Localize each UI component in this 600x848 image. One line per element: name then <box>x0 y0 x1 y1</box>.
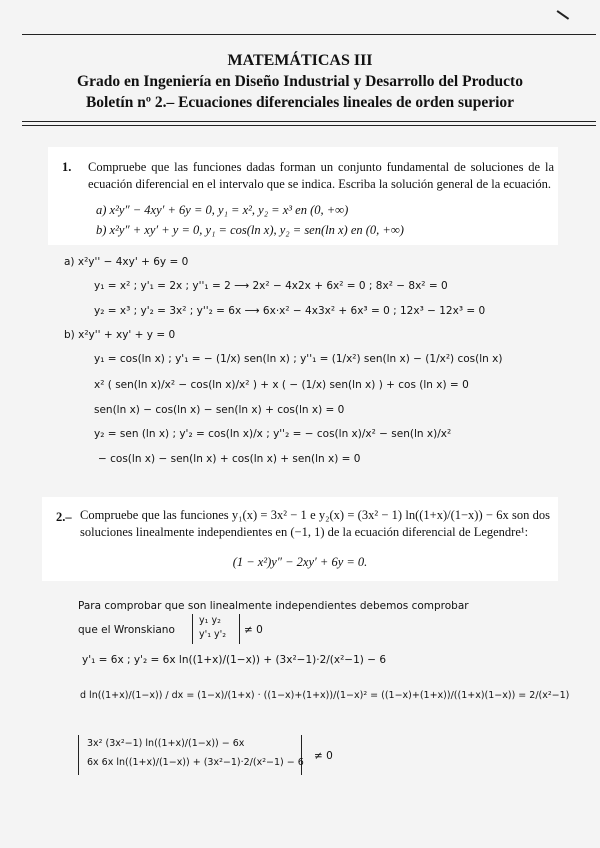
course-title: MATEMÁTICAS III <box>227 52 373 69</box>
solution2-line2-prefix: que el Wronskiano <box>78 624 175 636</box>
solution1-line: a) x²y'' − 4xy' + 6y = 0 <box>64 256 189 268</box>
solution2-line4: d ln((1+x)/(1−x)) / dx = (1−x)/(1+x) · ((1−x)+(1+x))/(1−x)² = ((1−x)+(1+x))/((1+x)(1−x)) = 2/(x²−1) <box>80 690 570 701</box>
solution2-line1: Para comprobar que son linealmente independientes debemos comprobar <box>78 600 469 612</box>
header-rule-2 <box>22 125 596 126</box>
problem2-statement: Compruebe que las funciones y₁(x) = 3x² − 1 e y₂(x) = (3x² − 1) ln((1+x)/(1−x)) − 6x son dos soluciones linealmente independientes en (−1, 1) de la ecuación diferencial de Legendre¹: <box>80 508 550 539</box>
top-rule <box>22 34 596 35</box>
solution2-line3: y'₁ = 6x ; y'₂ = 6x ln((1+x)/(1−x)) + (3x²−1)·2/(x²−1) − 6 <box>82 654 387 666</box>
solution1-line: b) x²y'' + xy' + y = 0 <box>64 329 176 341</box>
page-header <box>0 50 600 113</box>
solution1-line: y₂ = x³ ; y'₂ = 3x² ; y''₂ = 6x ⟶ 6x·x² − 4x3x² + 6x³ = 0 ; 12x³ − 12x³ = 0 <box>94 305 486 317</box>
problem1-item-b: b) x²y″ + xy′ + y = 0, y₁ = cos(ln x), y₂ = sen(ln x) en (0, +∞) <box>96 223 404 237</box>
problem1-panel <box>48 147 558 245</box>
solution2-line2-suffix: ≠ 0 <box>244 624 263 636</box>
problem1-item-a: a) x²y″ − 4xy′ + 6y = 0, y₁ = x², y₂ = x³ en (0, +∞) <box>96 203 349 217</box>
legendre-equation: (1 − x²)y″ − 2xy′ + 6y = 0. <box>232 555 368 569</box>
solution1-line: x² ( sen(ln x)/x² − cos(ln x)/x² ) + x ( − (1/x) sen(ln x) ) + cos (ln x) = 0 <box>94 379 469 391</box>
solution1-line: y₁ = cos(ln x) ; y'₁ = − (1/x) sen(ln x) ; y''₁ = (1/x²) sen(ln x) − (1/x²) cos(ln x) <box>94 353 503 365</box>
determinant-row1: 3x² (3x²−1) ln((1+x)/(1−x)) − 6x <box>87 738 245 749</box>
wronskian-row2: y'₁ y'₂ <box>199 629 227 640</box>
solution1-line: sen(ln x) − cos(ln x) − sen(ln x) + cos(ln x) = 0 <box>94 404 345 416</box>
wronskian-row1: y₁ y₂ <box>199 615 221 626</box>
wronskian-matrix <box>192 614 240 644</box>
solution1-line: − cos(ln x) − sen(ln x) + cos(ln x) + sen(ln x) = 0 <box>98 453 361 465</box>
corner-mark <box>557 10 569 19</box>
bulletin-title: Boletín nº 2.– Ecuaciones diferenciales lineales de orden superior <box>85 94 515 111</box>
solution1-line: y₂ = sen (ln x) ; y'₂ = cos(ln x)/x ; y''₂ = − cos(ln x)/x² − sen(ln x)/x² <box>94 428 452 440</box>
problem1-number: 1. <box>62 160 72 174</box>
determinant-row2: 6x 6x ln((1+x)/(1−x)) + (3x²−1)·2/(x²−1) − 6 <box>87 757 304 768</box>
problem1-statement: Compruebe que las funciones dadas forman un conjunto fundamental de soluciones de la ecuación diferencial en el intervalo que se indica. Escriba la solución general de la ecuación. <box>88 160 554 191</box>
wronskian-determinant <box>78 735 302 775</box>
header-rule-1 <box>22 121 596 122</box>
determinant-suffix: ≠ 0 <box>314 750 333 762</box>
problem2-panel <box>42 497 558 581</box>
degree-title: Grado en Ingeniería en Diseño Industrial y Desarrollo del Producto <box>77 73 523 90</box>
solution1-line: y₁ = x² ; y'₁ = 2x ; y''₁ = 2 ⟶ 2x² − 4x2x + 6x² = 0 ; 8x² − 8x² = 0 <box>94 280 448 292</box>
problem2-number: 2.– <box>56 510 72 524</box>
